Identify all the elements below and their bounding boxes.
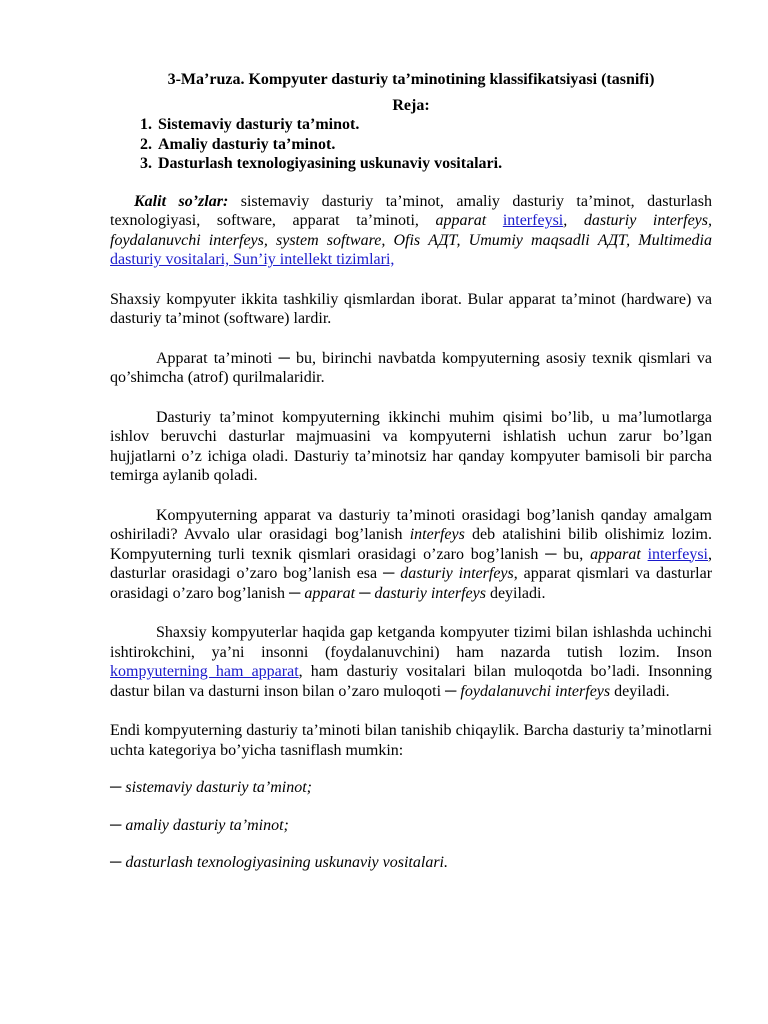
p4-italic: apparat (590, 545, 648, 563)
category-item (110, 778, 712, 798)
p4-italic: apparat ─ dasturiy interfeys (304, 584, 486, 602)
keywords-paragraph (110, 192, 712, 270)
keywords-lead: Kalit so’zlar: (134, 192, 229, 210)
dash-glyph: ─ (110, 816, 126, 834)
kompyuterning-apparat-link[interactable]: kompyuterning ham apparat (110, 663, 299, 680)
keywords-italic-2: , dasturiy interfeys, foydalanuvchi interfeys, system software, Ofis АДТ, Umumiy maqsadli АДТ, Multimedia (110, 212, 713, 249)
category-item (110, 853, 712, 873)
paragraph-1: Shaxsiy kompyuter ikkita tashkiliy qismlardan iborat. Bular apparat ta’minot (hardware) va dasturiy ta’minot (software) lardir. (110, 290, 712, 327)
plan-heading: Reja: (392, 96, 430, 114)
category-item (110, 816, 712, 836)
document-page (110, 70, 712, 873)
p5-text: deyiladi. (610, 682, 670, 700)
p4-text: , apparat qismlari va dasturlar orasidagi o’zaro bog’lanish ─ (110, 565, 713, 602)
category-text: sistemaviy dasturiy ta’minot; (125, 779, 312, 796)
p4-text: Kompyuterning apparat va dasturiy ta’minoti orasidagi bog’lanish qanday amalgam oshiriladi? Avvalo ular orasidagi bog’lanish (110, 506, 712, 543)
p4-italic: dasturiy interfeys (400, 565, 514, 582)
paragraph-3: Dasturiy ta’minot kompyuterning ikkinchi muhim qisimi bo’lib, u ma’lumotlarga ishlov beruvchi dasturlar majmuasini va kompyuterni ishlatish uchun zarur bo’lgan hujjatlarni o’z ichiga oladi. Dasturiy ta’minotsiz har qanday kompyuter bamisoli bir parcha temirga aylanib qoladi. (110, 408, 712, 484)
paragraph-2: Apparat ta’minoti ─ bu, birinchi navbatda kompyuterning asosiy texnik qismlari va qo’shimcha (atrof) qurilmalaridir. (110, 349, 712, 386)
keywords-italic: apparat (435, 212, 503, 229)
plan-item: 1. Sistemaviy dasturiy ta’minot. (156, 115, 712, 135)
p4-italic: interfeys (409, 526, 465, 543)
page-title: 3-Ma’ruza. Kompyuter dasturiy ta’minotining klassifikatsiyasi (tasnifi) (167, 71, 655, 88)
p4-text: deb atalishini bilib olishimiz lozim. Kompyuterning turli texnik qismlari orasidagi o’zaro bog’lanish ─ bu, (110, 526, 713, 563)
interfeysi-link[interactable]: interfeysi (502, 212, 564, 229)
paragraph-4 (110, 506, 712, 604)
plan-item: 2. Amaliy dasturiy ta’minot. (156, 135, 712, 155)
p5-italic: foydalanuvchi interfeys (460, 682, 611, 700)
p5-text: Shaxsiy kompyuterlar haqida gap ketganda kompyuter tizimi bilan ishlashda uchinchi ishtirokchini, ya’ni insonni (foydalanuvchini) ham nazarda tutish lozim. Inson (110, 624, 712, 661)
dash-glyph: ─ (110, 779, 126, 796)
category-text: amaliy dasturiy ta’minot; (125, 816, 289, 834)
p4-text: , dasturlar orasidagi o’zaro bog’lanish esa ─ (110, 545, 712, 582)
p5-text: , ham dasturiy vositalari bilan muloqotda bo’ladi. Insonning dastur bilan va dasturni inson bilan o’zaro muloqoti ─ (110, 663, 713, 700)
category-text: dasturlash texnologiyasining uskunaviy vositalari. (125, 854, 448, 871)
paragraph-6: Endi kompyuterning dasturiy ta’minoti bilan tanishib chiqaylik. Barcha dasturiy ta’minotlarni uchta kategoriya bo’yicha tasniflash mumkin: (110, 722, 712, 759)
plan-item: 3. Dasturlash texnologiyasining uskunaviy vositalari. (156, 154, 712, 174)
plan-list (110, 115, 712, 174)
paragraph-5 (110, 623, 712, 701)
dasturiy-vositalari-link[interactable]: dasturiy vositalari, Sun’iy intellekt tizimlari, (110, 251, 395, 268)
dash-glyph: ─ (110, 854, 126, 871)
p4-text: deyiladi. (485, 584, 546, 602)
apparat-interfeysi-link[interactable]: interfeysi (647, 545, 708, 563)
keywords-text: sistemaviy dasturiy ta’minot, amaliy dasturiy ta’minot, dasturlash texnologiyasi, software, apparat ta’minoti, (110, 192, 712, 229)
